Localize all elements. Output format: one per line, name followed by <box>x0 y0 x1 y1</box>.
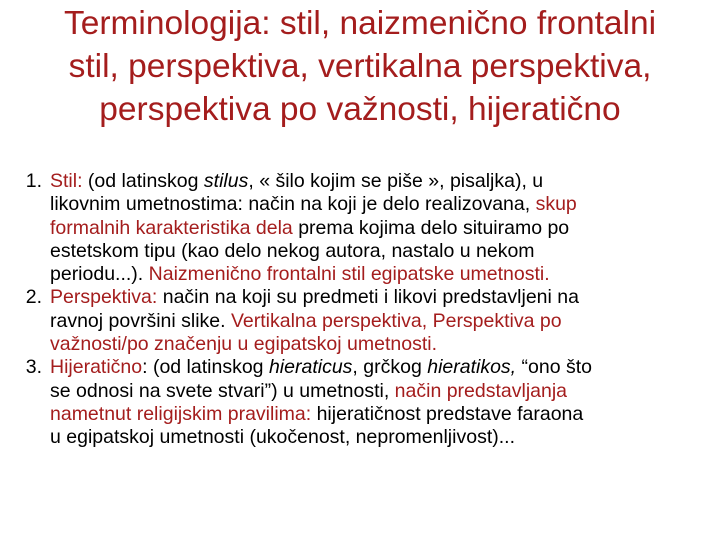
list-item-line <box>50 333 710 356</box>
text-segment: u egipatskoj umetnosti (ukočenost, nepromenljivost)... <box>50 426 515 449</box>
list-item <box>10 356 710 449</box>
list-item-number: 2. <box>25 286 42 309</box>
highlighted-term: važnosti/po značenju u egipatskoj umetnosti. <box>50 333 437 356</box>
list-item-line <box>50 286 710 309</box>
list-item-line <box>50 356 710 379</box>
text-segment: likovnim umetnostima: način na koji je delo realizovana, <box>50 193 536 216</box>
text-segment: način na koji su predmeti i likovi predstavljeni na <box>157 286 579 309</box>
list-item-line <box>50 263 710 286</box>
text-segment: , grčkog <box>352 356 428 379</box>
text-segment: hijeratičnost predstave faraona <box>311 402 584 425</box>
text-segment: periodu...). <box>50 263 149 286</box>
slide-title <box>0 2 720 131</box>
highlighted-term: Vertikalna perspektiva, Perspektiva po <box>230 309 562 332</box>
title-line-2: stil, perspektiva, vertikalna perspektiva, <box>68 48 652 85</box>
highlighted-term: način predstavljanja <box>394 379 568 402</box>
list-item-line <box>50 426 710 449</box>
highlighted-term: Perspektiva: <box>50 286 158 309</box>
text-segment: stilus <box>203 170 249 192</box>
list-item-line <box>50 310 710 333</box>
highlighted-term: formalnih karakteristika dela <box>50 216 293 239</box>
highlighted-term: Stil: <box>50 170 83 192</box>
list-item-line <box>50 217 710 240</box>
text-segment: prema kojima delo situiramo po <box>292 216 570 239</box>
text-segment: : (od latinskog <box>142 356 269 379</box>
terminology-list <box>10 170 710 450</box>
text-segment: hieratikos, <box>427 356 517 379</box>
highlighted-term: skup <box>535 193 577 216</box>
list-item <box>10 286 710 356</box>
list-item-line <box>50 380 710 403</box>
list-item-line <box>50 403 710 426</box>
highlighted-term: Hijeratično <box>50 356 143 379</box>
text-segment: (od latinskog <box>82 170 204 192</box>
highlighted-term: nametnut religijskim pravilima: <box>50 402 312 425</box>
list-item-line <box>50 240 710 263</box>
list-item-number: 3. <box>25 356 42 379</box>
list-item-line <box>50 193 710 216</box>
text-segment: ravnoj površini slike. <box>50 309 231 332</box>
text-segment: “ono što <box>516 356 592 379</box>
text-segment: se odnosi na svete stvari”) u umetnosti, <box>50 379 395 402</box>
text-segment: , « šilo kojim se piše », pisaljka), u <box>248 170 544 192</box>
list-item <box>10 170 710 286</box>
title-line-1: Terminologija: stil, naizmenično frontalni <box>63 5 657 42</box>
list-item-number: 1. <box>25 170 42 192</box>
text-segment: estetskom tipu (kao delo nekog autora, nastalo u nekom <box>50 239 535 262</box>
title-line-3: perspektiva po važnosti, hijeratično <box>99 91 621 128</box>
text-segment: hieraticus <box>268 356 353 379</box>
highlighted-term: Naizmenično frontalni stil egipatske umetnosti. <box>148 263 550 286</box>
list-item-line <box>50 170 710 193</box>
